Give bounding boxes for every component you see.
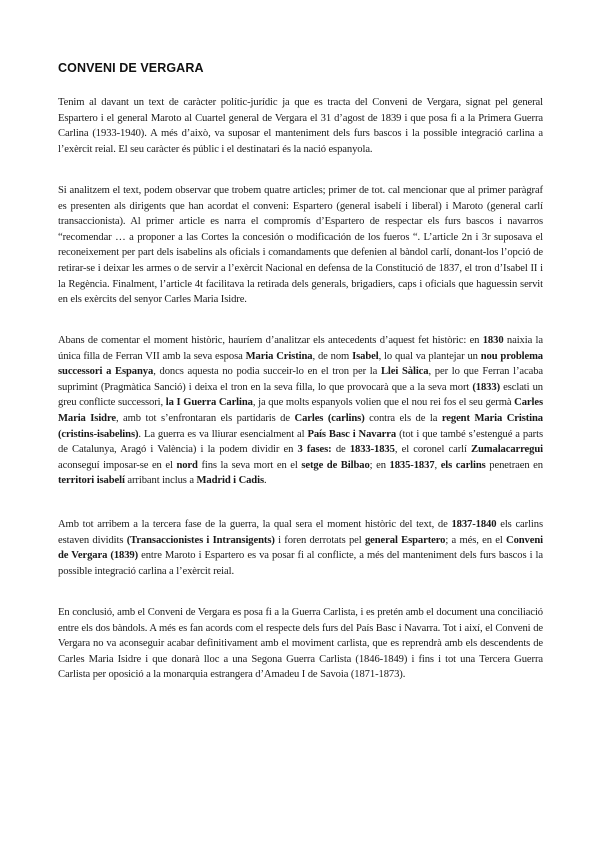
text-run: , lo qual va plantejar un (378, 350, 481, 362)
document-title: CONVENI DE VERGARA (58, 61, 204, 75)
bold-term: Llei Sàlica (380, 366, 429, 378)
text-run: , (434, 459, 441, 471)
bold-term: Maria Cristina (245, 350, 313, 362)
text-run: . (263, 475, 267, 487)
bold-term: regent Maria Cristina (cristins-isabelins) (58, 412, 543, 440)
paragraph-analysis (58, 183, 543, 308)
bold-term: nord (176, 459, 198, 471)
bold-term: setge de Bilbao (301, 459, 370, 471)
text-run: , ja que molts espanyols volien que el nou rei fos el seu germà (252, 397, 515, 409)
bold-term: 3 fases: (297, 444, 336, 456)
text-run: arribant inclus a (124, 475, 197, 487)
bold-term: general Espartero (364, 534, 446, 546)
text-run: fins la seva mort en el (197, 459, 302, 471)
text-run: , de nom (312, 350, 353, 362)
text-run: Abans de comentar el moment històric, hauríem d’analitzar els antecedents d’aquest fet històric: en (58, 335, 483, 346)
bold-term: Madrid i Cadis (196, 475, 264, 487)
bold-term: (Transaccionistes i Intransigents) (126, 534, 275, 546)
text-run: . La guerra es va lliurar esencialment al (138, 428, 308, 440)
bold-term: Isabel (352, 350, 379, 362)
bold-term: Zumalacarregui (471, 444, 543, 456)
bold-term: País Basc i Navarra (307, 428, 397, 440)
paragraph-conclusion (58, 605, 543, 683)
bold-term: Carles (carlins) (294, 412, 365, 424)
text-run: aconseguí imposar-se en el (58, 459, 177, 471)
bold-term: 1837-1840 (451, 519, 497, 530)
text-run: , el coronel carlí (394, 444, 472, 456)
bold-term: nou problema successori a Espanya (58, 350, 543, 378)
bold-term: (1833) (472, 381, 501, 393)
bold-term: 1830 (482, 335, 504, 346)
text-run: entre Maroto i Espartero es va posar fi al conflicte, a més del manteniment dels furs bascos i la possible integració carlina a l’exèrcit reial. (58, 550, 543, 577)
paragraph-introduction (58, 95, 543, 157)
text-run: Tenim al davant un text de caràcter polític-jurídic ja que es tracta del Conveni de Vergara, signat pel general Espartero i el general Maroto al Cuartel general de Vergara el 31 d’agost de 1839 i que posa fi a la Primera Guerra Carlina (1933-1940). A més d’això, va suposar el manteniment dels furs bascos i la possible integració carlina a l’exèrcit reial. El seu caràcter és públic i el destinatari és la nació espanyola. (58, 97, 543, 155)
text-run: ; a més, en el (445, 534, 507, 546)
text-run: i foren derrotats pel (274, 534, 365, 546)
text-run: esclati un greu conflicte successori, (58, 381, 543, 409)
bold-term: Carles Maria Isidre (58, 397, 543, 424)
text-run: de (335, 444, 350, 456)
text-run: , per lo que Ferran l’acaba suprimint (Pragmàtica Sanció) i deixa el tron en la seva filla, lo que provocarà que a la seva mort (58, 366, 544, 393)
text-run: Amb tot arribem a la tercera fase de la guerra, la qual sera el moment històric del text, de (58, 519, 452, 530)
bold-term: Conveni de Vergara (1839) (58, 534, 543, 562)
paragraph-antecedents (58, 333, 543, 489)
text-run: (tot i que també s’estengué a parts de Catalunya, Aragó i València) i la podem dividir en (58, 428, 543, 456)
text-run: , doncs aquesta no podia succeir-lo en el tron per la (153, 366, 381, 378)
bold-term: territori isabelí (58, 475, 125, 487)
bold-term: la I Guerra Carlina (165, 397, 253, 409)
bold-term: 1835-1837 (389, 459, 435, 471)
text-run: penetraen en (485, 459, 543, 471)
text-run: ; en (369, 459, 390, 471)
bold-term: 1833-1835 (349, 444, 395, 456)
text-run: En conclusió, amb el Conveni de Vergara es posa fi a la Guerra Carlista, i es pretén amb el document una conciliació entre els dos bàndols. A més es fan acords com el respecte dels furs del País Basc i Navarra. Tot i així, el Conveni de Vergara no va aconseguir acabar definitivament amb el moviment carlista, que es reprendrà amb els descendents de Carles Maria Isidre i que donarà lloc a una Segona Guerra Carlista (1846-1849) i fins i tot una Tercera Guerra Carlista per oposició a la monarquia estrangera d’Amadeu I de Savoia (1871-1873). (58, 607, 543, 681)
bold-term: els carlins (440, 459, 486, 471)
text-run: Si analitzem el text, podem observar que trobem quatre articles; primer de tot. cal mencionar que al primer paràgraf es presenten als dirigents que han acordat el conveni: Espartero (general isabelí i liberal) i Maroto (general carlí transaccionista). Al primer article es narra el compromís d’Espartero de respectar els furs bascos i navarros “recomendar … a proponer a las Cortes la concesión o modificación de los fueros “. L’article 2n i 3r suposava el reconeixement per part dels isabelins als oficials i comandaments que defenien al bàndol carlí, donant-los l’opció de retirar-se i deixar les armes o de servir a l’exèrcit Nacional en defensa de la Constitució de 1837, el tron d’Isabel II i la Regència. Finalment, l’article 4t facilitava la retirada dels generals, brigadiers, caps i oficials que haguessin servit en els exèrcits del senyor Carles Maria Isidre. (58, 185, 543, 306)
text-run: contra els de la (364, 412, 442, 424)
paragraph-third-phase (58, 517, 543, 579)
text-run: els carlins estaven dividits (58, 519, 543, 546)
text-run: , amb tot s’enfrontaran els partidaris de (115, 412, 295, 424)
text-run: naixia la única filla de Ferran VII amb la seva esposa (58, 335, 543, 362)
